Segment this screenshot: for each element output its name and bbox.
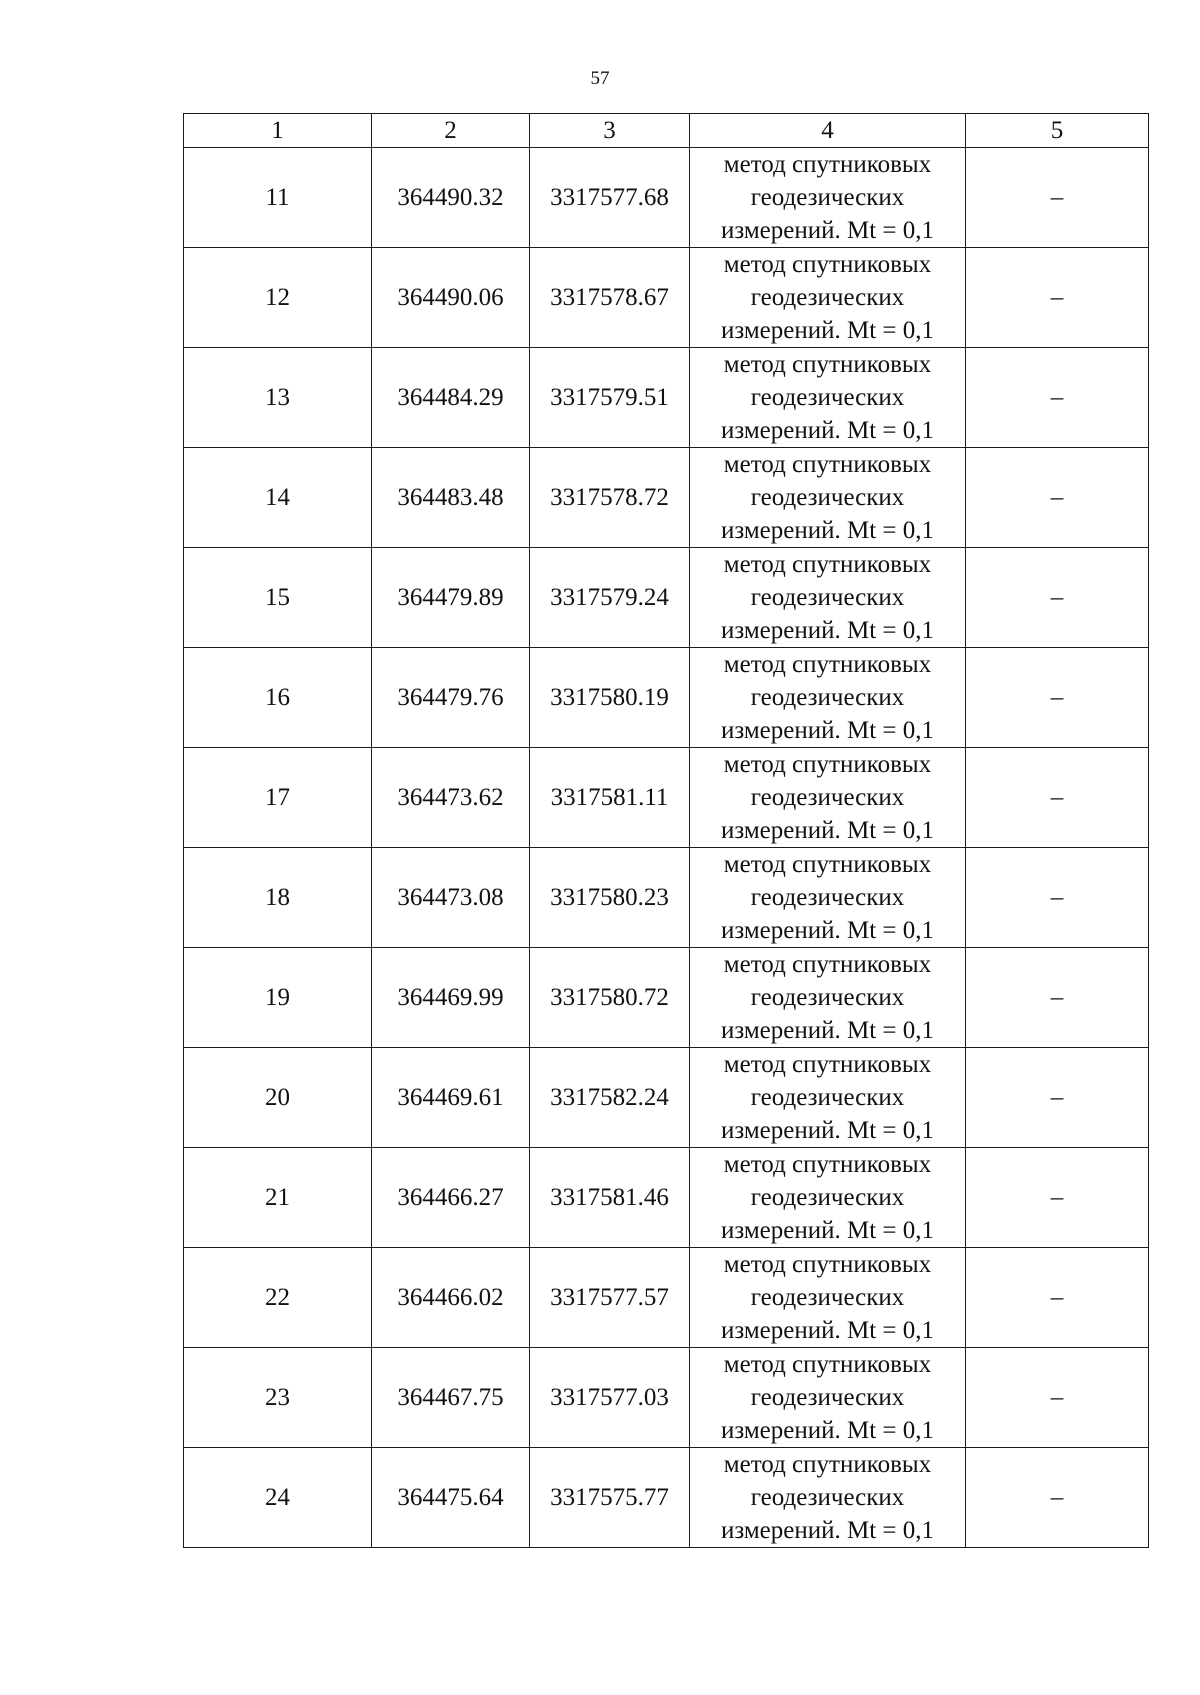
note-cell: – [966,648,1149,748]
y-coordinate-cell: 3317580.19 [530,648,690,748]
point-number-cell: 18 [184,848,372,948]
y-coordinate-cell: 3317581.46 [530,1148,690,1248]
point-number-cell: 16 [184,648,372,748]
method-cell [690,848,966,948]
table-row [184,648,1149,748]
table-row [184,348,1149,448]
method-text-line: геодезических [750,584,905,611]
table-row [184,248,1149,348]
x-coordinate-cell: 364473.08 [372,848,530,948]
method-text-line: метод спутниковых [723,351,932,378]
x-coordinate-cell: 364479.76 [372,648,530,748]
point-number-cell: 14 [184,448,372,548]
table-header-row [184,114,1149,148]
table-row [184,548,1149,648]
y-coordinate-cell: 3317581.11 [530,748,690,848]
table-row [184,748,1149,848]
method-text-line: метод спутниковых [723,1451,932,1478]
table-row [184,848,1149,948]
y-coordinate-cell: 3317575.77 [530,1448,690,1548]
method-text-line: измерений. Mt = 0,1 [720,517,935,544]
point-number-cell: 15 [184,548,372,648]
y-coordinate-cell: 3317578.67 [530,248,690,348]
note-cell: – [966,1448,1149,1548]
x-coordinate-cell: 364490.32 [372,148,530,248]
method-text-line: геодезических [750,1184,905,1211]
header-col-2: 2 [372,114,530,148]
y-coordinate-cell: 3317579.51 [530,348,690,448]
method-text-line: геодезических [750,884,905,911]
table-body [184,148,1149,1548]
note-cell: – [966,1148,1149,1248]
method-text-line: геодезических [750,184,905,211]
method-cell [690,1248,966,1348]
method-text-line: геодезических [750,284,905,311]
method-text-line: геодезических [750,484,905,511]
y-coordinate-cell: 3317577.68 [530,148,690,248]
method-text-line: измерений. Mt = 0,1 [720,917,935,944]
y-coordinate-cell: 3317580.23 [530,848,690,948]
method-text-line: метод спутниковых [723,1351,932,1378]
method-cell [690,548,966,648]
table-row [184,1148,1149,1248]
x-coordinate-cell: 364473.62 [372,748,530,848]
method-text-line: измерений. Mt = 0,1 [720,1517,935,1544]
method-text-line: метод спутниковых [723,251,932,278]
method-text-line: метод спутниковых [723,451,932,478]
note-cell: – [966,1048,1149,1148]
y-coordinate-cell: 3317580.72 [530,948,690,1048]
method-text-line: измерений. Mt = 0,1 [720,717,935,744]
method-text-line: геодезических [750,684,905,711]
method-text-line: геодезических [750,1284,905,1311]
point-number-cell: 17 [184,748,372,848]
method-cell [690,748,966,848]
x-coordinate-cell: 364484.29 [372,348,530,448]
table-row [184,1448,1149,1548]
header-col-3: 3 [530,114,690,148]
method-text-line: измерений. Mt = 0,1 [720,1117,935,1144]
method-cell [690,648,966,748]
table-row [184,1248,1149,1348]
y-coordinate-cell: 3317582.24 [530,1048,690,1148]
point-number-cell: 11 [184,148,372,248]
x-coordinate-cell: 364469.61 [372,1048,530,1148]
method-text-line: метод спутниковых [723,1251,932,1278]
method-cell [690,1148,966,1248]
x-coordinate-cell: 364466.27 [372,1148,530,1248]
y-coordinate-cell: 3317579.24 [530,548,690,648]
method-text-line: измерений. Mt = 0,1 [720,817,935,844]
method-text-line: измерений. Mt = 0,1 [720,1417,935,1444]
method-cell [690,1048,966,1148]
note-cell: – [966,1348,1149,1448]
method-text-line: метод спутниковых [723,1151,932,1178]
table-row [184,448,1149,548]
x-coordinate-cell: 364467.75 [372,1348,530,1448]
coordinates-table [183,113,1149,1548]
method-text-line: геодезических [750,1084,905,1111]
header-col-1: 1 [184,114,372,148]
point-number-cell: 12 [184,248,372,348]
method-text-line: геодезических [750,984,905,1011]
x-coordinate-cell: 364483.48 [372,448,530,548]
method-text-line: геодезических [750,384,905,411]
method-text-line: геодезических [750,1484,905,1511]
point-number-cell: 23 [184,1348,372,1448]
page-number: 57 [590,68,610,89]
point-number-cell: 21 [184,1148,372,1248]
header-col-4: 4 [690,114,966,148]
method-cell [690,348,966,448]
y-coordinate-cell: 3317577.57 [530,1248,690,1348]
method-text-line: метод спутниковых [723,951,932,978]
method-text-line: геодезических [750,784,905,811]
y-coordinate-cell: 3317577.03 [530,1348,690,1448]
method-text-line: метод спутниковых [723,751,932,778]
method-cell [690,948,966,1048]
method-cell [690,148,966,248]
x-coordinate-cell: 364469.99 [372,948,530,1048]
method-cell [690,448,966,548]
x-coordinate-cell: 364479.89 [372,548,530,648]
header-col-5: 5 [966,114,1149,148]
y-coordinate-cell: 3317578.72 [530,448,690,548]
table-row [184,948,1149,1048]
method-cell [690,1348,966,1448]
method-text-line: измерений. Mt = 0,1 [720,1317,935,1344]
table-row [184,1048,1149,1148]
point-number-cell: 20 [184,1048,372,1148]
note-cell: – [966,148,1149,248]
method-text-line: метод спутниковых [723,651,932,678]
method-text-line: метод спутниковых [723,151,932,178]
method-text-line: измерений. Mt = 0,1 [720,617,935,644]
table-row [184,1348,1149,1448]
method-text-line: метод спутниковых [723,1051,932,1078]
method-text-line: измерений. Mt = 0,1 [720,1217,935,1244]
method-text-line: измерений. Mt = 0,1 [720,317,935,344]
point-number-cell: 22 [184,1248,372,1348]
note-cell: – [966,848,1149,948]
note-cell: – [966,248,1149,348]
note-cell: – [966,1248,1149,1348]
method-text-line: геодезических [750,1384,905,1411]
point-number-cell: 13 [184,348,372,448]
note-cell: – [966,548,1149,648]
method-cell [690,1448,966,1548]
method-text-line: измерений. Mt = 0,1 [720,1017,935,1044]
x-coordinate-cell: 364475.64 [372,1448,530,1548]
note-cell: – [966,948,1149,1048]
table-row [184,148,1149,248]
note-cell: – [966,348,1149,448]
method-text-line: метод спутниковых [723,551,932,578]
note-cell: – [966,748,1149,848]
point-number-cell: 19 [184,948,372,1048]
method-cell [690,248,966,348]
x-coordinate-cell: 364490.06 [372,248,530,348]
point-number-cell: 24 [184,1448,372,1548]
method-text-line: измерений. Mt = 0,1 [720,417,935,444]
x-coordinate-cell: 364466.02 [372,1248,530,1348]
method-text-line: измерений. Mt = 0,1 [720,217,935,244]
note-cell: – [966,448,1149,548]
method-text-line: метод спутниковых [723,851,932,878]
